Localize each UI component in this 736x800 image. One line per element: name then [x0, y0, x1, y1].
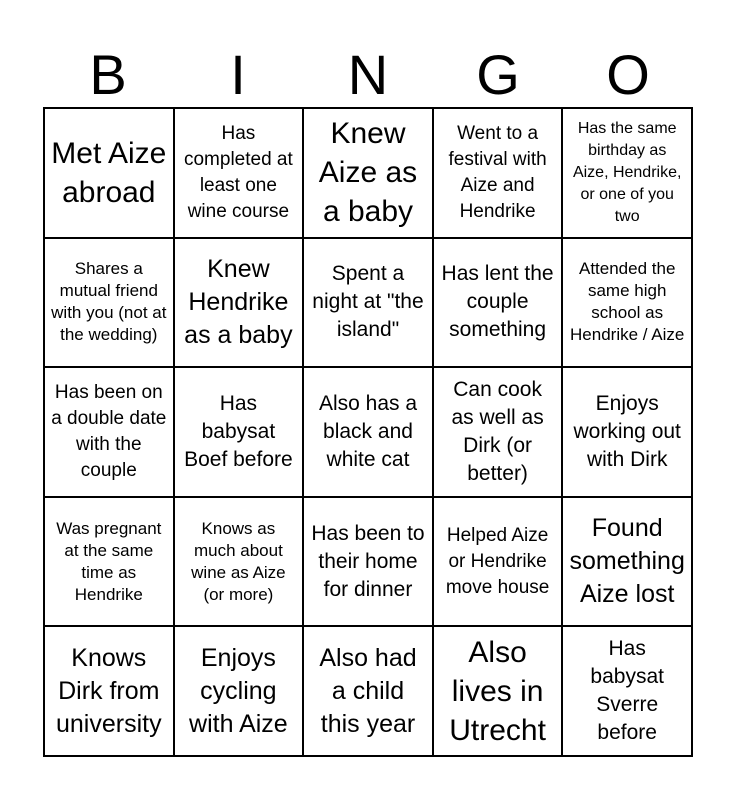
bingo-cell[interactable] — [433, 367, 563, 497]
header-letter-g: G — [476, 43, 520, 106]
bingo-grid — [43, 107, 693, 757]
cell-text: Enjoys working out with Dirk — [573, 391, 681, 471]
cell-text: Has babysat Sverre before — [590, 637, 664, 745]
header-letter-n: N — [347, 43, 389, 106]
cell-text: Found something Aize lost — [569, 514, 685, 609]
bingo-cell[interactable] — [174, 497, 304, 627]
bingo-cell[interactable] — [433, 626, 563, 756]
cell-text: Spent a night at "the island" — [312, 262, 424, 342]
bingo-cell[interactable] — [174, 238, 304, 368]
cell-text: Attended the same high school as Hendrike / Aize — [570, 259, 685, 345]
bingo-cell[interactable] — [303, 108, 433, 238]
cell-text: Also lives in Utrecht — [449, 635, 546, 747]
cell-text: Has been to their home for dinner — [311, 521, 425, 601]
cell-text: Knows as much about wine as Aize (or more) — [191, 518, 286, 604]
bingo-cell[interactable] — [174, 367, 304, 497]
cell-text: Enjoys cycling with Aize — [189, 643, 288, 738]
bingo-cell[interactable] — [562, 367, 692, 497]
cell-text: Has completed at least one wine course — [183, 122, 293, 222]
cell-text: Has babysat Boef before — [184, 391, 293, 471]
bingo-cell[interactable] — [433, 497, 563, 627]
cell-text: Shares a mutual friend with you (not at the wedding) — [51, 259, 167, 345]
cell-text: Helped Aize or Hendrike move house — [445, 524, 550, 598]
bingo-cell[interactable] — [44, 108, 174, 238]
bingo-header — [43, 44, 693, 106]
bingo-cell[interactable] — [303, 238, 433, 368]
bingo-cell[interactable] — [433, 108, 563, 238]
cell-text: Has the same birthday as Aize, Hendrike, or one of you two — [572, 119, 682, 225]
cell-text: Went to a festival with Aize and Hendrike — [448, 122, 547, 222]
cell-text: Knew Aize as a baby — [318, 117, 418, 229]
cell-text: Can cook as well as Dirk (or better) — [451, 377, 544, 485]
bingo-cell[interactable] — [174, 626, 304, 756]
bingo-cell[interactable] — [44, 238, 174, 368]
bingo-cell[interactable] — [303, 626, 433, 756]
bingo-cell[interactable] — [44, 626, 174, 756]
cell-text: Met Aize abroad — [51, 136, 167, 209]
cell-text: Was pregnant at the same time as Hendrike — [56, 518, 162, 604]
header-letter-b: B — [89, 43, 127, 106]
bingo-cell[interactable] — [562, 497, 692, 627]
bingo-cell[interactable] — [303, 367, 433, 497]
bingo-cell[interactable] — [44, 497, 174, 627]
bingo-cell[interactable] — [562, 626, 692, 756]
bingo-cell[interactable] — [174, 108, 304, 238]
cell-text: Has been on a double date with the couple — [51, 381, 167, 481]
bingo-cell[interactable] — [44, 367, 174, 497]
cell-text: Knows Dirk from university — [56, 643, 162, 738]
header-letter-i: I — [230, 43, 246, 106]
cell-text: Also has a black and white cat — [318, 391, 418, 471]
cell-text: Also had a child this year — [319, 643, 417, 738]
header-letter-o: O — [606, 43, 650, 106]
cell-text: Knew Hendrike as a baby — [184, 254, 293, 349]
bingo-cell[interactable] — [433, 238, 563, 368]
bingo-cell[interactable] — [303, 497, 433, 627]
bingo-cell[interactable] — [562, 108, 692, 238]
cell-text: Has lent the couple something — [441, 262, 554, 342]
bingo-cell[interactable] — [562, 238, 692, 368]
